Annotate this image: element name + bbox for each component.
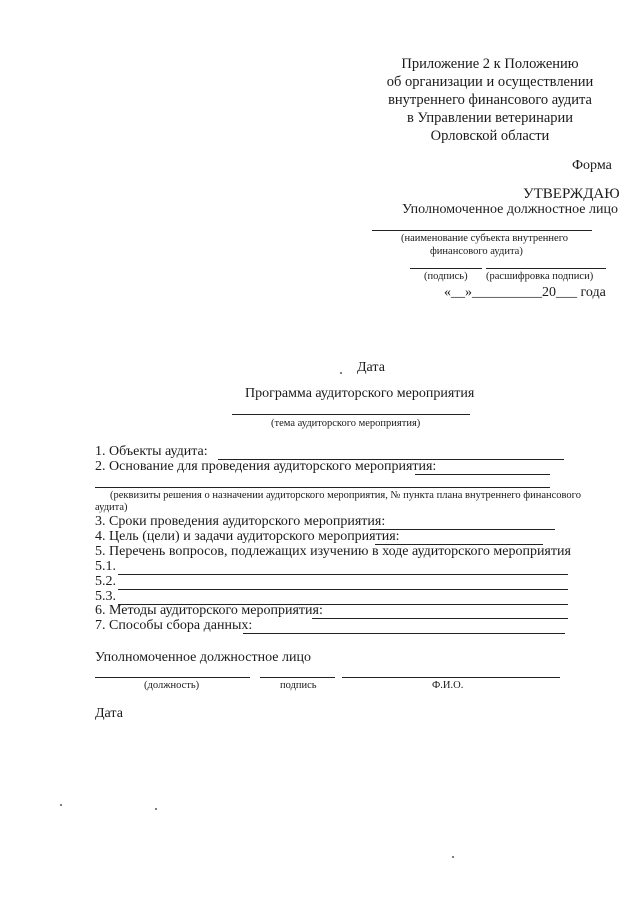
- item-goals-label: 4. Цель (цели) и задачи аудиторского мероприятия:: [95, 529, 400, 544]
- name-caption: Ф.И.О.: [432, 680, 464, 691]
- item-methods: [95, 603, 323, 619]
- appendix-line: Приложение 2 к Положению: [401, 56, 579, 72]
- item-basis-caption: (реквизиты решения о назначении аудиторского мероприятия, № пункта плана внутреннего финансового: [110, 490, 581, 501]
- scan-speck: [452, 856, 454, 858]
- scan-speck: [340, 372, 342, 374]
- approve-heading: УТВЕРЖДАЮ: [523, 186, 620, 202]
- item-basis-line: [415, 474, 550, 475]
- signoff-date-label: Дата: [95, 706, 123, 721]
- topic-line: [232, 414, 470, 415]
- item-question-3-label: 5.3.: [95, 589, 116, 604]
- item-basis: [95, 459, 436, 475]
- item-question-2-line: [118, 589, 568, 590]
- scan-speck: [60, 804, 62, 806]
- appendix-line: в Управлении ветеринарии: [406, 110, 574, 126]
- item-goals: [95, 529, 400, 545]
- decoding-caption: (расшифровка подписи): [486, 271, 594, 282]
- position-line: [95, 677, 250, 678]
- position-caption: (должность): [144, 680, 200, 691]
- approval-date-line: «__»__________20___ года: [444, 285, 606, 300]
- item-methods-line: [312, 618, 568, 619]
- item-questions: [95, 544, 571, 560]
- subject-caption: (наименование субъекта внутреннего: [401, 233, 568, 244]
- item-objects: [95, 444, 208, 460]
- item-methods-label: 6. Методы аудиторского мероприятия:: [95, 603, 323, 618]
- item-terms-label: 3. Сроки проведения аудиторского мероприятия:: [95, 514, 386, 529]
- approval-official-label: Уполномоченное должностное лицо: [402, 202, 618, 217]
- scan-speck: [155, 808, 157, 810]
- item-terms: [95, 514, 385, 530]
- name-line: [342, 677, 560, 678]
- signature-line-bottom: [260, 677, 335, 678]
- signature-caption: (подпись): [424, 271, 468, 282]
- form-label: Форма: [572, 158, 612, 173]
- item-question-1-label: 5.1.: [95, 559, 116, 574]
- subject-caption-continued: финансового аудита): [430, 246, 523, 257]
- program-title: Программа аудиторского мероприятия: [245, 386, 475, 401]
- appendix-line: Орловской области: [430, 128, 550, 144]
- signoff-official-label: Уполномоченное должностное лицо: [95, 650, 311, 665]
- item-basis-continued-line: [95, 487, 550, 488]
- item-data-collection: [95, 618, 252, 634]
- item-data-collection-label: 7. Способы сбора данных:: [95, 618, 253, 633]
- topic-caption: (тема аудиторского мероприятия): [271, 418, 421, 429]
- item-question-1: [95, 559, 116, 575]
- item-basis-caption-continued: аудита): [95, 502, 128, 513]
- decoding-line: [486, 268, 606, 269]
- item-question-2: [95, 574, 116, 590]
- appendix-line: внутреннего финансового аудита: [388, 92, 592, 108]
- signature-line: [410, 268, 482, 269]
- subject-name-line: [372, 230, 592, 231]
- appendix-line: об организации и осуществлении: [386, 74, 594, 90]
- item-questions-label: 5. Перечень вопросов, подлежащих изучению в ходе аудиторского мероприятия: [95, 544, 571, 559]
- signature-caption-bottom: подпись: [280, 680, 317, 691]
- item-data-collection-line: [243, 633, 565, 634]
- item-question-2-label: 5.2.: [95, 574, 116, 589]
- item-basis-label: 2. Основание для проведения аудиторского мероприятия:: [95, 459, 437, 474]
- appendix-header: [370, 55, 610, 145]
- item-objects-label: 1. Объекты аудита:: [95, 444, 208, 459]
- item-question-1-line: [118, 574, 568, 575]
- program-date-label: Дата: [357, 360, 385, 375]
